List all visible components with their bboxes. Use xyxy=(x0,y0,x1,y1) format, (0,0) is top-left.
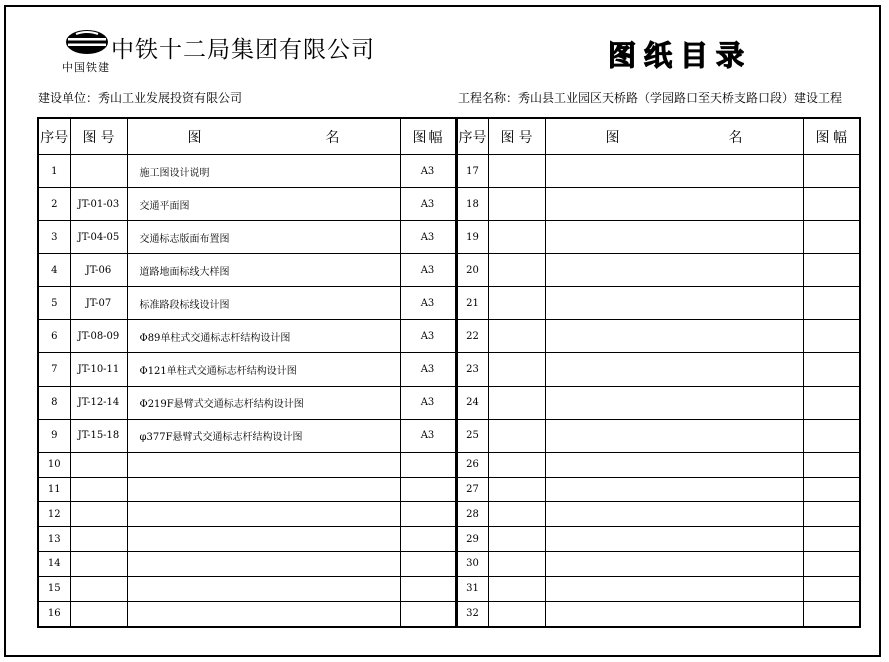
row-drawing-name-right xyxy=(545,601,803,627)
row-drawing-name: 标准路段标线设计图 xyxy=(127,287,400,320)
row-seq: 4 xyxy=(38,254,70,287)
row-drawing-name-right xyxy=(545,527,803,552)
row-drawing-size: A3 xyxy=(400,287,456,320)
table-row xyxy=(38,155,860,188)
row-drawing-no xyxy=(70,527,127,552)
row-drawing-name-right xyxy=(545,576,803,601)
row-seq: 6 xyxy=(38,320,70,353)
table-row xyxy=(38,254,860,287)
row-drawing-size-right xyxy=(803,320,860,353)
row-drawing-size: A3 xyxy=(400,188,456,221)
row-seq: 15 xyxy=(38,576,70,601)
row-drawing-no-right xyxy=(488,188,545,221)
row-drawing-size-right xyxy=(803,452,860,477)
row-drawing-size-right xyxy=(803,155,860,188)
company-logo xyxy=(62,28,112,73)
row-drawing-name xyxy=(127,502,400,527)
row-seq-right: 24 xyxy=(456,386,488,419)
row-drawing-no: JT-07 xyxy=(70,287,127,320)
drawing-index-table xyxy=(37,117,861,628)
row-drawing-no: JT-06 xyxy=(70,254,127,287)
row-drawing-name: φ377F悬臂式交通标志杆结构设计图 xyxy=(127,419,400,452)
row-drawing-size-right xyxy=(803,576,860,601)
row-drawing-name: 施工图设计说明 xyxy=(127,155,400,188)
row-drawing-name: 交通标志版面布置图 xyxy=(127,221,400,254)
row-drawing-size: A3 xyxy=(400,221,456,254)
row-seq: 1 xyxy=(38,155,70,188)
row-drawing-name-right xyxy=(545,452,803,477)
row-drawing-size xyxy=(400,502,456,527)
row-seq: 16 xyxy=(38,601,70,627)
row-drawing-no-right xyxy=(488,419,545,452)
row-drawing-name: Φ219F悬臂式交通标志杆结构设计图 xyxy=(127,386,400,419)
table-row xyxy=(38,477,860,502)
row-seq: 11 xyxy=(38,477,70,502)
row-drawing-name-right xyxy=(545,353,803,386)
row-drawing-no-right xyxy=(488,551,545,576)
row-drawing-size-right xyxy=(803,188,860,221)
row-drawing-no-right xyxy=(488,452,545,477)
header-name: 图 名 xyxy=(127,118,400,155)
row-seq-right: 26 xyxy=(456,452,488,477)
row-drawing-no-right xyxy=(488,576,545,601)
row-drawing-size xyxy=(400,477,456,502)
row-drawing-size: A3 xyxy=(400,353,456,386)
header-size: 图 幅 xyxy=(400,118,456,155)
row-drawing-name: 交通平面图 xyxy=(127,188,400,221)
row-drawing-no-right xyxy=(488,502,545,527)
row-seq: 5 xyxy=(38,287,70,320)
company-name: 中铁十二局集团有限公司 xyxy=(111,37,375,63)
table-row xyxy=(38,386,860,419)
row-drawing-name-right xyxy=(545,188,803,221)
row-seq-right: 23 xyxy=(456,353,488,386)
row-seq: 14 xyxy=(38,551,70,576)
row-drawing-name-right xyxy=(545,386,803,419)
header-no-right: 图 号 xyxy=(488,118,545,155)
header-name-right: 图 名 xyxy=(545,118,803,155)
row-drawing-no-right xyxy=(488,477,545,502)
row-seq-right: 31 xyxy=(456,576,488,601)
row-drawing-name-right xyxy=(545,221,803,254)
row-seq-right: 17 xyxy=(456,155,488,188)
row-drawing-size: A3 xyxy=(400,320,456,353)
row-drawing-no-right xyxy=(488,353,545,386)
row-seq-right: 27 xyxy=(456,477,488,502)
row-seq-right: 20 xyxy=(456,254,488,287)
row-drawing-name xyxy=(127,452,400,477)
row-drawing-size-right xyxy=(803,386,860,419)
row-seq-right: 19 xyxy=(456,221,488,254)
row-drawing-no: JT-01-03 xyxy=(70,188,127,221)
row-seq-right: 22 xyxy=(456,320,488,353)
row-drawing-name xyxy=(127,576,400,601)
row-drawing-name xyxy=(127,601,400,627)
row-drawing-size-right xyxy=(803,221,860,254)
row-drawing-no xyxy=(70,452,127,477)
row-seq-right: 25 xyxy=(456,419,488,452)
row-seq: 3 xyxy=(38,221,70,254)
table-row xyxy=(38,188,860,221)
row-seq: 12 xyxy=(38,502,70,527)
row-seq: 7 xyxy=(38,353,70,386)
row-drawing-no-right xyxy=(488,287,545,320)
row-seq-right: 30 xyxy=(456,551,488,576)
row-drawing-size xyxy=(400,601,456,627)
row-seq: 2 xyxy=(38,188,70,221)
row-drawing-size: A3 xyxy=(400,386,456,419)
row-seq: 10 xyxy=(38,452,70,477)
row-seq: 8 xyxy=(38,386,70,419)
crcc-logo-icon xyxy=(64,28,110,56)
row-drawing-no xyxy=(70,551,127,576)
row-drawing-no: JT-12-14 xyxy=(70,386,127,419)
row-drawing-name-right xyxy=(545,287,803,320)
table-row xyxy=(38,527,860,552)
row-drawing-no: JT-10-11 xyxy=(70,353,127,386)
table-row xyxy=(38,551,860,576)
row-seq-right: 28 xyxy=(456,502,488,527)
table-row xyxy=(38,287,860,320)
row-seq-right: 32 xyxy=(456,601,488,627)
row-drawing-no xyxy=(70,477,127,502)
row-drawing-name: 道路地面标线大样图 xyxy=(127,254,400,287)
table-row xyxy=(38,320,860,353)
row-seq: 9 xyxy=(38,419,70,452)
table-row xyxy=(38,601,860,627)
project-name: 工程名称：秀山县工业园区天桥路（学园路口至天桥支路口段）建设工程 xyxy=(458,91,843,105)
row-drawing-no xyxy=(70,601,127,627)
row-drawing-size xyxy=(400,527,456,552)
header-no: 图 号 xyxy=(70,118,127,155)
row-drawing-size-right xyxy=(803,601,860,627)
row-drawing-no xyxy=(70,502,127,527)
row-drawing-no: JT-08-09 xyxy=(70,320,127,353)
table-row xyxy=(38,221,860,254)
row-seq-right: 21 xyxy=(456,287,488,320)
row-drawing-size xyxy=(400,452,456,477)
row-drawing-size-right xyxy=(803,502,860,527)
row-drawing-no-right xyxy=(488,386,545,419)
row-drawing-size-right xyxy=(803,287,860,320)
table-row xyxy=(38,502,860,527)
row-drawing-no-right xyxy=(488,155,545,188)
row-drawing-name-right xyxy=(545,477,803,502)
row-drawing-name-right xyxy=(545,502,803,527)
table-row xyxy=(38,353,860,386)
table-row xyxy=(38,576,860,601)
header-seq-right: 序号 xyxy=(456,118,488,155)
row-drawing-size-right xyxy=(803,254,860,287)
header-seq: 序号 xyxy=(38,118,70,155)
row-drawing-size xyxy=(400,551,456,576)
row-drawing-size: A3 xyxy=(400,155,456,188)
row-drawing-name: Φ121单柱式交通标志杆结构设计图 xyxy=(127,353,400,386)
row-drawing-name: Φ89单柱式交通标志杆结构设计图 xyxy=(127,320,400,353)
row-seq-right: 29 xyxy=(456,527,488,552)
row-drawing-name-right xyxy=(545,320,803,353)
row-seq: 13 xyxy=(38,527,70,552)
document-title: 图纸目录 xyxy=(608,39,753,72)
row-drawing-no-right xyxy=(488,221,545,254)
row-drawing-name-right xyxy=(545,254,803,287)
header-size-right: 图 幅 xyxy=(803,118,860,155)
row-drawing-size-right xyxy=(803,353,860,386)
row-drawing-no-right xyxy=(488,527,545,552)
row-drawing-no xyxy=(70,576,127,601)
row-drawing-name-right xyxy=(545,155,803,188)
row-drawing-name xyxy=(127,477,400,502)
row-drawing-name-right xyxy=(545,419,803,452)
row-drawing-size-right xyxy=(803,551,860,576)
row-drawing-no xyxy=(70,155,127,188)
builder-unit: 建设单位：秀山工业发展投资有限公司 xyxy=(38,91,243,105)
row-drawing-size-right xyxy=(803,419,860,452)
row-drawing-size-right xyxy=(803,477,860,502)
row-drawing-size: A3 xyxy=(400,254,456,287)
row-drawing-no: JT-04-05 xyxy=(70,221,127,254)
row-drawing-size: A3 xyxy=(400,419,456,452)
row-drawing-no-right xyxy=(488,254,545,287)
logo-caption: 中国铁建 xyxy=(62,61,110,74)
table-row xyxy=(38,452,860,477)
row-seq-right: 18 xyxy=(456,188,488,221)
row-drawing-no: JT-15-18 xyxy=(70,419,127,452)
table-row xyxy=(38,419,860,452)
row-drawing-name xyxy=(127,551,400,576)
row-drawing-size-right xyxy=(803,527,860,552)
table-header-row xyxy=(38,118,860,155)
row-drawing-no-right xyxy=(488,601,545,627)
row-drawing-size xyxy=(400,576,456,601)
row-drawing-name-right xyxy=(545,551,803,576)
row-drawing-name xyxy=(127,527,400,552)
row-drawing-no-right xyxy=(488,320,545,353)
